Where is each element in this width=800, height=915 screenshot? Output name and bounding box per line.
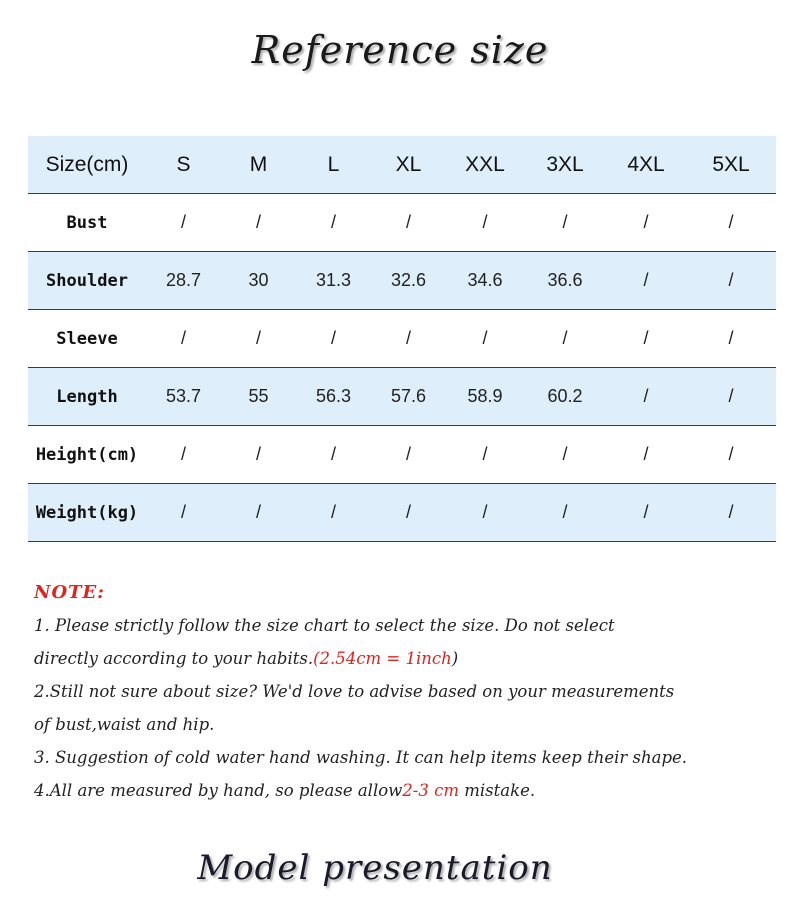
table-cell: / [221,194,296,252]
table-row [28,194,776,252]
table-row [28,310,776,368]
header-cell: S [146,136,221,194]
note-line: 3. Suggestion of cold water hand washing. It can help items keep their shape. [34,748,688,767]
table-cell: 58.9 [446,368,524,426]
table-cell: / [296,484,371,542]
table-cell: / [221,484,296,542]
row-label: Sleeve [28,310,146,368]
table-cell: / [146,194,221,252]
table-cell: 31.3 [296,252,371,310]
page-title: Reference size [251,28,549,72]
table-cell: / [296,426,371,484]
table-cell: / [221,426,296,484]
model-presentation-heading: Model presentation [197,848,553,888]
note-line: 1. Please strictly follow the size chart to select the size. Do not select [34,616,615,635]
table-row [28,484,776,542]
table-cell: 56.3 [296,368,371,426]
header-cell: M [221,136,296,194]
note-text: directly according to your habits. [34,649,314,668]
table-cell: 34.6 [446,252,524,310]
table-cell: / [296,310,371,368]
note-heading: NOTE: [34,582,105,603]
table-cell: / [524,484,606,542]
table-cell: 55 [221,368,296,426]
table-cell: / [371,426,446,484]
table-cell: / [446,484,524,542]
table-cell: / [524,310,606,368]
table-cell: / [606,426,686,484]
table-header-row [28,136,776,194]
note-line: 2.Still not sure about size? We'd love to advise based on your measurements [34,682,675,701]
row-label: Bust [28,194,146,252]
note-line [34,774,774,807]
table-row [28,252,776,310]
table-cell: / [146,426,221,484]
table-cell: / [606,310,686,368]
table-cell: / [221,310,296,368]
header-cell: XXL [446,136,524,194]
header-cell: 5XL [686,136,776,194]
table-cell: / [686,252,776,310]
table-cell: / [371,194,446,252]
table-cell: / [146,484,221,542]
table-row [28,426,776,484]
table-cell: / [371,484,446,542]
table-cell: / [686,310,776,368]
table-cell: 60.2 [524,368,606,426]
table-cell: / [606,368,686,426]
table-cell: / [446,194,524,252]
table-row [28,368,776,426]
note-highlight: (2.54cm = 1inch [313,649,452,668]
note-highlight: 2-3 cm [402,781,459,800]
note-text: ) [451,649,459,668]
table-cell: / [686,194,776,252]
table-cell: / [606,484,686,542]
table-cell: / [446,310,524,368]
row-label: Height(cm) [28,426,146,484]
header-cell: 3XL [524,136,606,194]
table-cell: 57.6 [371,368,446,426]
size-chart-table [28,136,776,542]
note-line: of bust,waist and hip. [34,715,215,734]
table-cell: / [146,310,221,368]
table-cell: 53.7 [146,368,221,426]
table-cell: 30 [221,252,296,310]
table-cell: / [371,310,446,368]
table-cell: 32.6 [371,252,446,310]
table-cell: / [296,194,371,252]
table-cell: / [606,194,686,252]
table-cell: / [686,484,776,542]
table-cell: / [524,426,606,484]
note-line [34,642,774,675]
header-cell: Size(cm) [28,136,146,194]
table-cell: 36.6 [524,252,606,310]
note-text: mistake. [458,781,536,800]
header-cell: L [296,136,371,194]
notes-section [34,576,774,807]
note-text: 4.All are measured by hand, so please allow [34,781,403,800]
table-cell: / [686,426,776,484]
table-cell: / [524,194,606,252]
table-cell: / [606,252,686,310]
table-cell: / [686,368,776,426]
row-label: Weight(kg) [28,484,146,542]
row-label: Length [28,368,146,426]
header-cell: 4XL [606,136,686,194]
row-label: Shoulder [28,252,146,310]
header-cell: XL [371,136,446,194]
table-cell: 28.7 [146,252,221,310]
table-cell: / [446,426,524,484]
